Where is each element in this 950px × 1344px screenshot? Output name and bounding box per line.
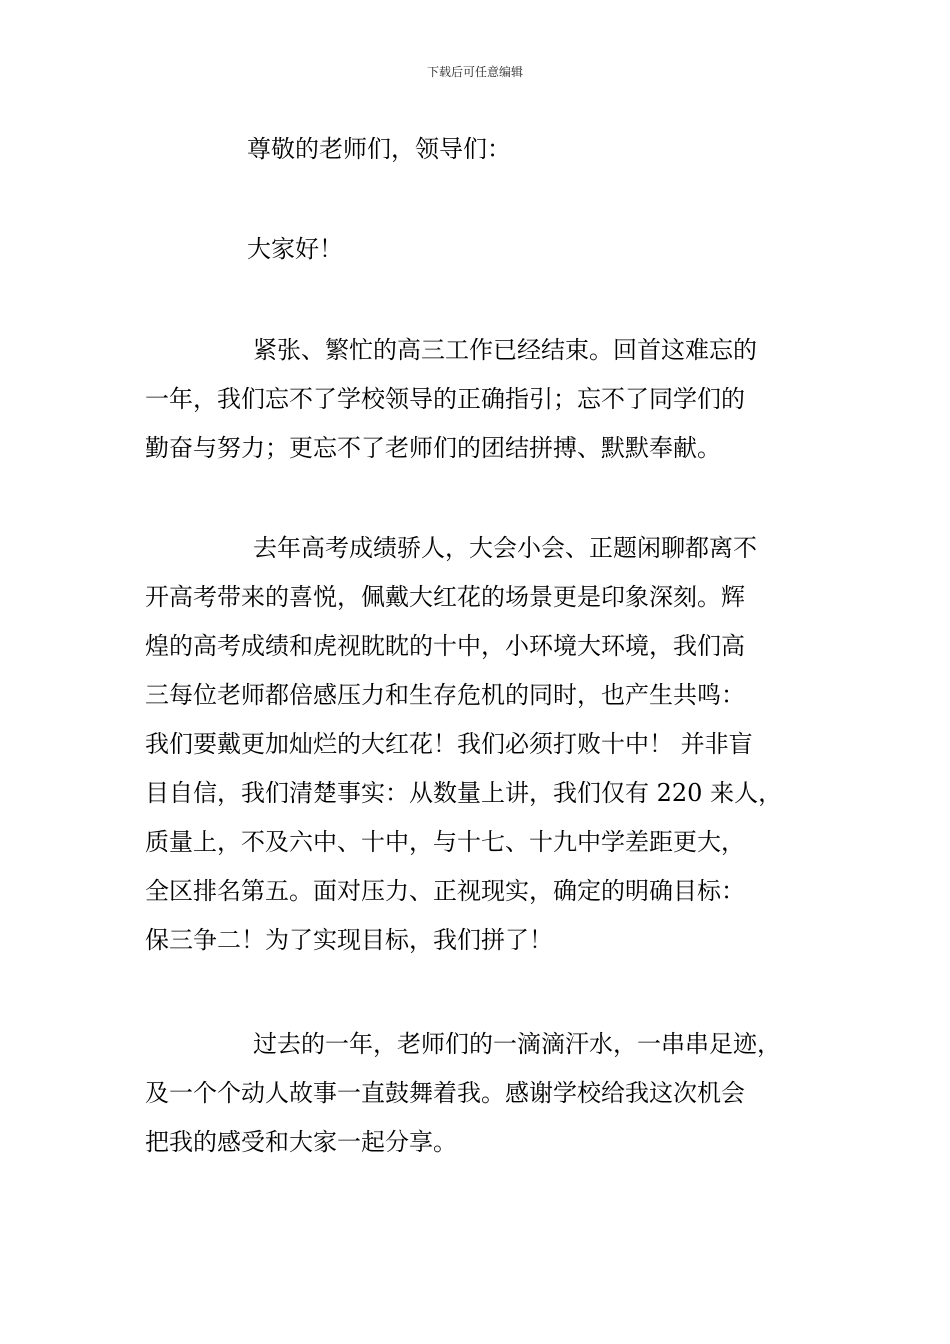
- paragraph-2: [145, 524, 825, 965]
- paragraph-line: 三每位老师都倍感压力和生存危机的同时，也产生共鸣：: [145, 681, 745, 709]
- paragraph-line: 一年，我们忘不了学校领导的正确指引；忘不了同学们的: [145, 385, 745, 413]
- paragraph-line: 目自信，我们清楚事实：从数量上讲，我们仅有 220 来人，: [145, 779, 783, 807]
- salutation-line: 尊敬的老师们，领导们：: [247, 135, 511, 163]
- paragraph-line: 紧张、繁忙的高三工作已经结束。回首这难忘的: [253, 336, 757, 364]
- paragraph-line: 去年高考成绩骄人，大会小会、正题闲聊都离不: [253, 534, 757, 562]
- paragraph-line: 全区排名第五。面对压力、正视现实，确定的明确目标：: [145, 877, 745, 905]
- paragraph-line: 开高考带来的喜悦，佩戴大红花的场景更是印象深刻。辉: [145, 583, 745, 611]
- greeting: [145, 225, 825, 274]
- paragraph-line: 过去的一年，老师们的一滴滴汗水，一串串足迹，: [253, 1030, 781, 1058]
- greeting-line: 大家好！: [247, 235, 343, 263]
- paragraph-line: 煌的高考成绩和虎视眈眈的十中，小环境大环境，我们高: [145, 632, 745, 660]
- paragraph-3: [145, 1020, 825, 1167]
- paragraph-line: 勤奋与努力；更忘不了老师们的团结拼搏、默默奉献。: [145, 434, 721, 462]
- paragraph-line: 保三争二！为了实现目标，我们拼了！: [145, 926, 553, 954]
- salutation: [145, 125, 825, 174]
- paragraph-line: 质量上，不及六中、十中，与十七、十九中学差距更大，: [145, 828, 745, 856]
- paragraph-1: [145, 326, 825, 473]
- page-header: 下载后可任意编辑: [426, 65, 523, 79]
- paragraph-line: 我们要戴更加灿烂的大红花！我们必须打败十中！ 并非盲: [145, 730, 753, 758]
- paragraph-line: 及一个个动人故事一直鼓舞着我。感谢学校给我这次机会: [145, 1079, 745, 1107]
- paragraph-line: 把我的感受和大家一起分享。: [145, 1128, 457, 1156]
